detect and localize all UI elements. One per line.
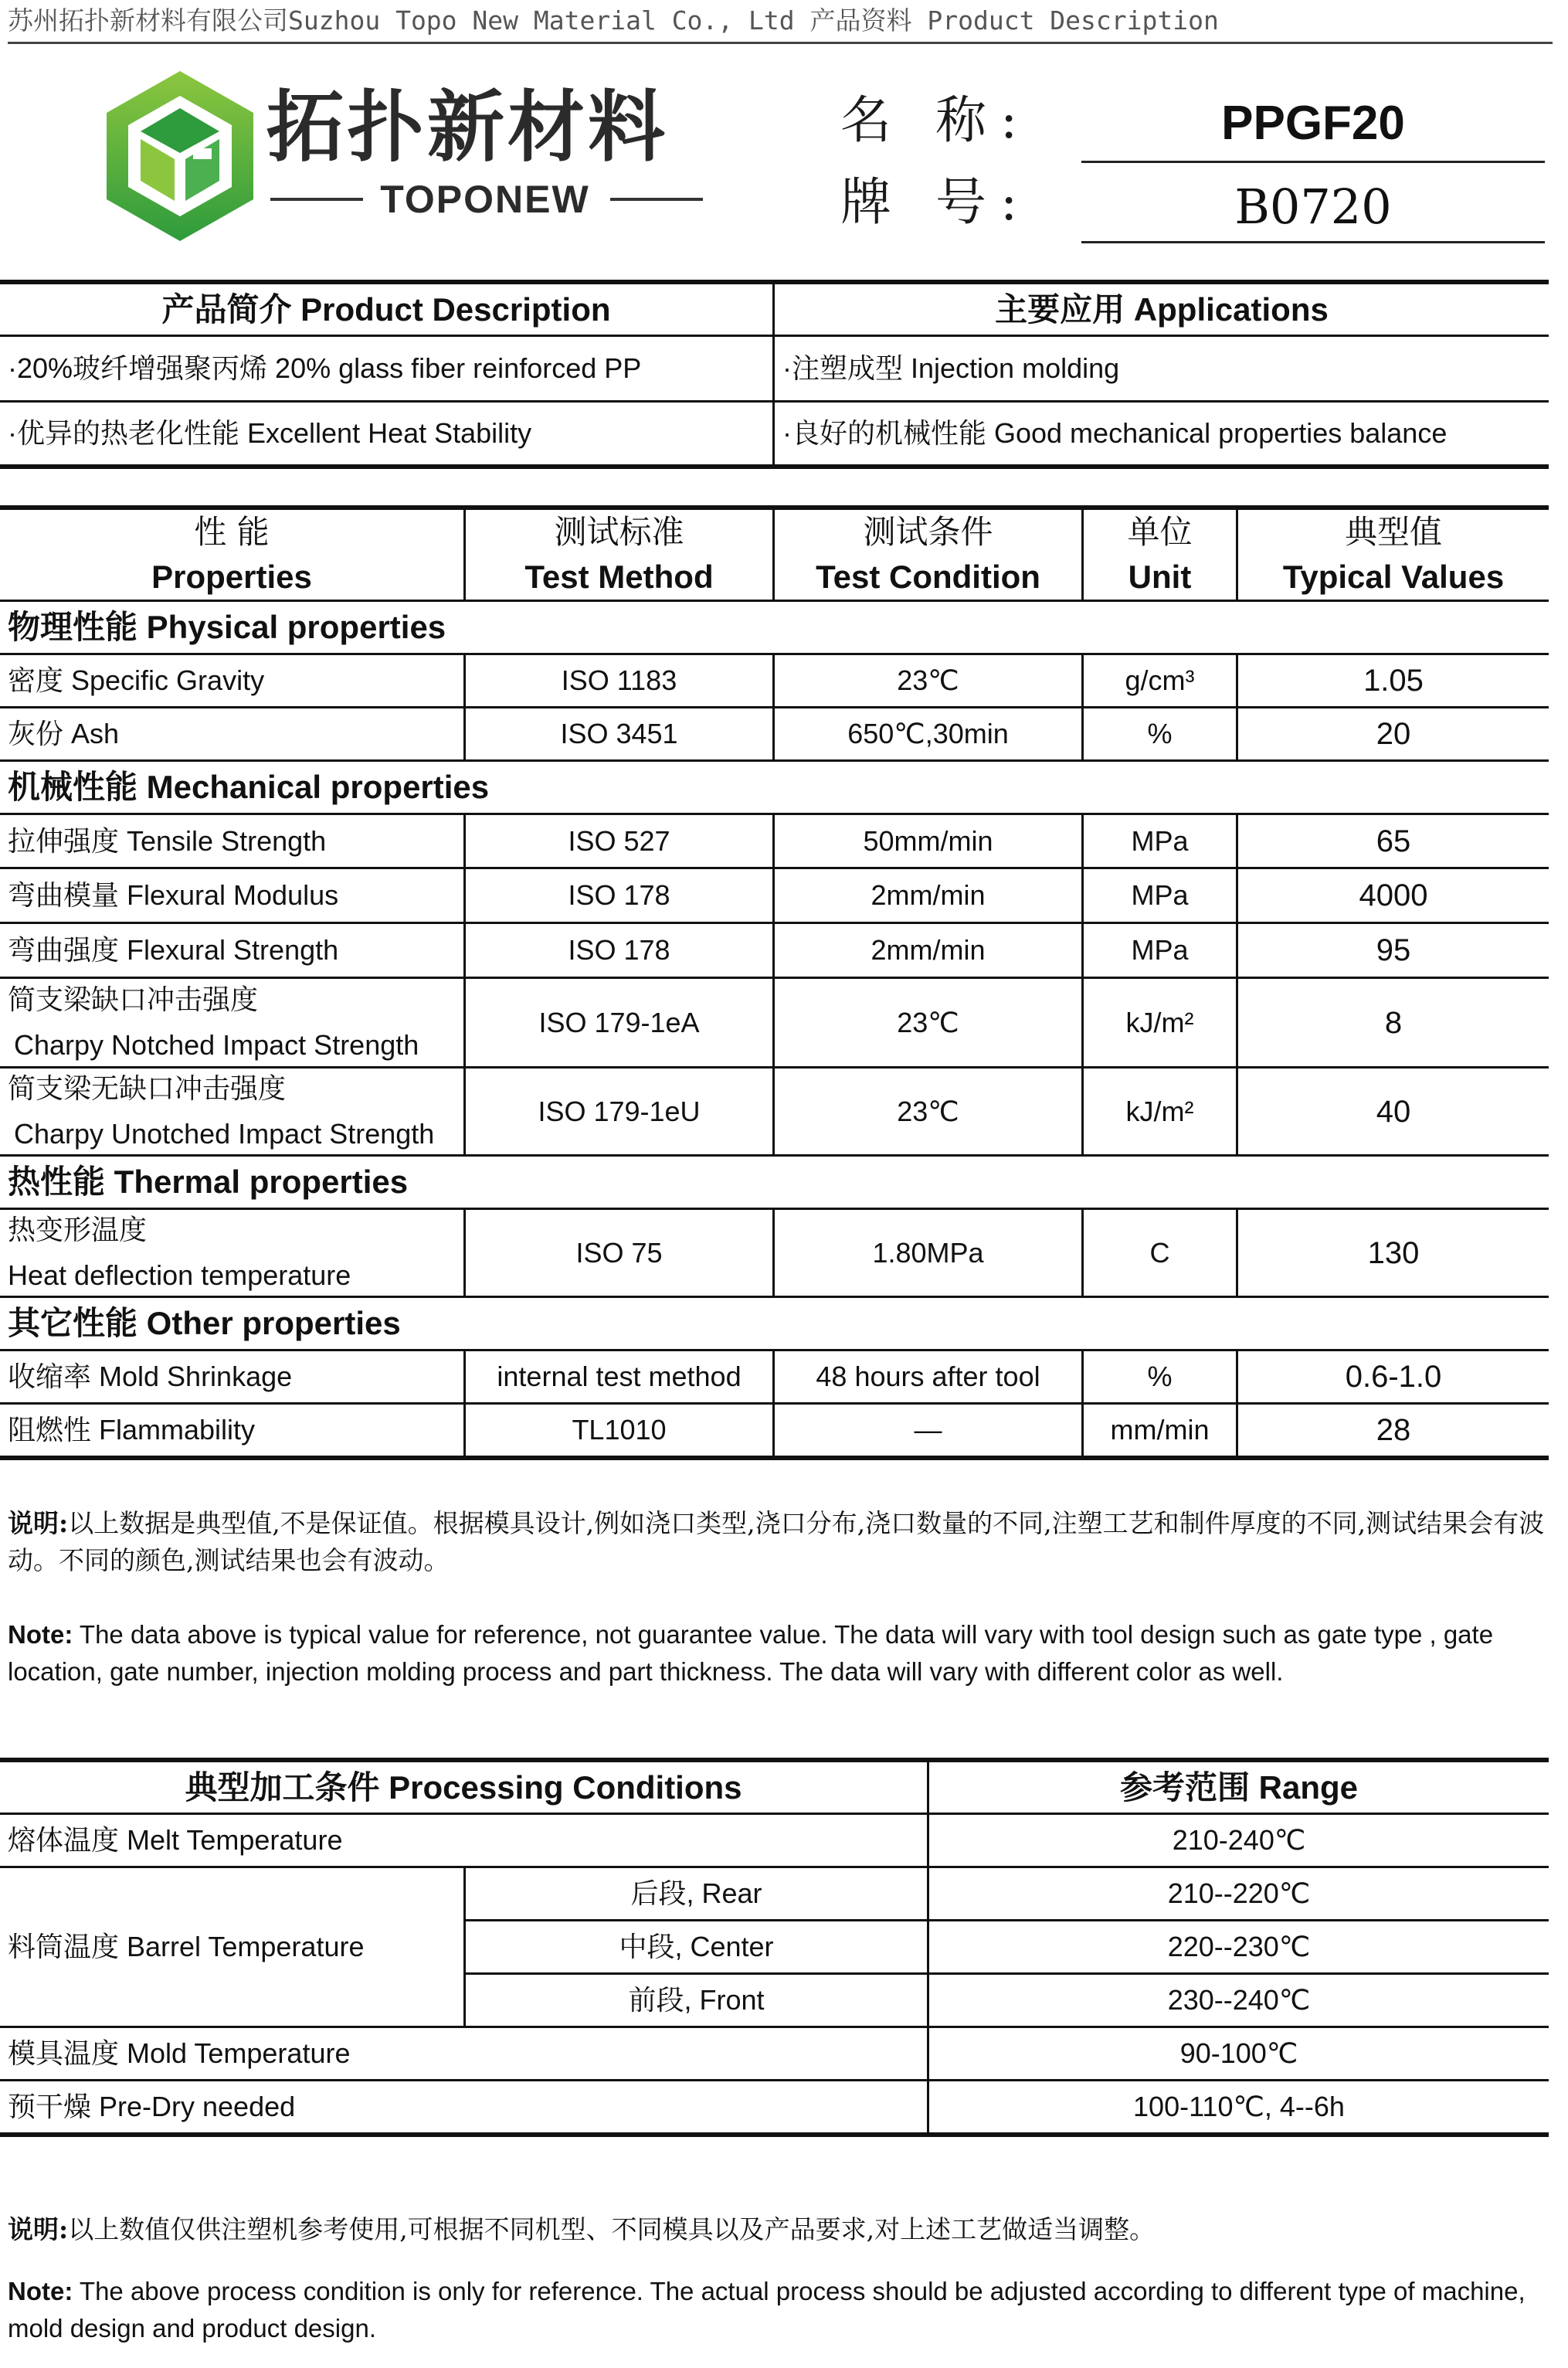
application-item: ·良好的机械性能 Good mechanical properties balance bbox=[782, 417, 1448, 449]
melt-temp-value: 210-240℃ bbox=[1172, 1824, 1306, 1856]
property-name: 弯曲模量 Flexural Modulus bbox=[8, 879, 339, 911]
test-method: internal test method bbox=[497, 1361, 742, 1392]
unit: mm/min bbox=[1110, 1414, 1210, 1446]
range-header: 参考范围 Range bbox=[1119, 1768, 1359, 1806]
test-condition: 2mm/min bbox=[871, 934, 986, 966]
test-condition: 2mm/min bbox=[871, 879, 986, 911]
application-item: ·注塑成型 Injection molding bbox=[782, 352, 1120, 384]
section-thermal: 热性能 Thermal properties bbox=[8, 1164, 409, 1200]
property-name: 简支梁缺口冲击强度 Charpy Notched Impact Strength bbox=[8, 984, 419, 1061]
barrel-zone-center: 中段, Center bbox=[619, 1931, 774, 1962]
product-grade-value: B0720 bbox=[1234, 178, 1392, 235]
typical-value: 0.6-1.0 bbox=[1345, 1360, 1442, 1394]
barrel-zone-rear-value: 210--220℃ bbox=[1167, 1877, 1311, 1909]
unit: MPa bbox=[1131, 934, 1189, 966]
test-condition: 23℃ bbox=[897, 664, 959, 696]
typical-value: 8 bbox=[1384, 1005, 1403, 1040]
note2-en: Note: The above process condition is only for reference. The actual process should be adjusted according to different type of machine, mold design and product design. bbox=[8, 2277, 1526, 2343]
property-name: 简支梁无缺口冲击强度 Charpy Unotched Impact Strength bbox=[8, 1072, 435, 1150]
barrel-zone-front: 前段, Front bbox=[628, 1984, 765, 2016]
unit: % bbox=[1147, 1361, 1173, 1392]
test-condition: 650℃,30min bbox=[847, 718, 1009, 749]
property-name: 阻燃性 Flammability bbox=[8, 1414, 256, 1446]
brand-name-en: TOPONEW bbox=[380, 178, 590, 221]
unit: % bbox=[1147, 718, 1173, 749]
typical-value: 28 bbox=[1376, 1413, 1411, 1447]
barrel-zone-rear: 后段, Rear bbox=[630, 1877, 762, 1909]
test-method: TL1010 bbox=[572, 1414, 667, 1446]
applications-header: 主要应用 Applications bbox=[995, 290, 1329, 328]
test-condition: 48 hours after tool bbox=[816, 1361, 1040, 1392]
property-name: 灰份 Ash bbox=[8, 718, 120, 749]
typical-value: 4000 bbox=[1359, 878, 1428, 912]
property-name: 热变形温度 Heat deflection temperature bbox=[8, 1214, 351, 1291]
test-condition: — bbox=[914, 1414, 942, 1446]
typical-value: 40 bbox=[1376, 1094, 1411, 1129]
brand-rule-left bbox=[270, 198, 363, 201]
test-condition: 1.80MPa bbox=[872, 1236, 984, 1269]
grade-underline bbox=[1081, 241, 1545, 243]
test-method: ISO 527 bbox=[568, 824, 670, 857]
melt-temp-label: 熔体温度 Melt Temperature bbox=[8, 1824, 343, 1856]
brand-name-cn: 拓扑新材料 bbox=[266, 82, 668, 172]
document-header bbox=[8, 0, 1553, 44]
mold-temp-value: 90-100℃ bbox=[1179, 2037, 1298, 2069]
typical-value: 1.05 bbox=[1363, 664, 1424, 698]
unit: kJ/m² bbox=[1125, 1095, 1194, 1127]
note2-cn: 说明:以上数值仅供注塑机参考使用,可根据不同机型、不同模具以及产品要求,对上述工艺做适当调整。 bbox=[8, 2214, 1156, 2244]
name-label: 名 称: bbox=[840, 90, 1032, 150]
unit: MPa bbox=[1131, 824, 1189, 857]
test-method: ISO 75 bbox=[575, 1236, 663, 1269]
brand-rule-right bbox=[610, 198, 703, 201]
test-method: ISO 1183 bbox=[561, 664, 677, 696]
grade-label: 牌 号: bbox=[840, 172, 1032, 232]
desc-item: ·20%玻纤增强聚丙烯 20% glass fiber reinforced PP bbox=[8, 352, 642, 384]
col-header-test-method: 测试标准 Test Method bbox=[524, 513, 714, 595]
property-name: 弯曲强度 Flexural Strength bbox=[8, 934, 339, 966]
section-other: 其它性能 Other properties bbox=[8, 1305, 401, 1341]
test-condition: 50mm/min bbox=[863, 824, 993, 857]
unit: kJ/m² bbox=[1125, 1006, 1194, 1038]
processing-header: 典型加工条件 Processing Conditions bbox=[185, 1768, 742, 1806]
property-name: 密度 Specific Gravity bbox=[8, 664, 265, 696]
product-name-value: PPGF20 bbox=[1221, 97, 1405, 150]
section-mechanical: 机械性能 Mechanical properties bbox=[8, 769, 490, 805]
typical-value: 20 bbox=[1376, 717, 1411, 751]
property-name: 收缩率 Mold Shrinkage bbox=[8, 1361, 293, 1392]
barrel-temp-label: 料筒温度 Barrel Temperature bbox=[8, 1931, 365, 1962]
col-header-unit: 单位 Unit bbox=[1127, 513, 1193, 595]
barrel-zone-front-value: 230--240℃ bbox=[1167, 1984, 1311, 2016]
test-condition: 23℃ bbox=[897, 1095, 959, 1127]
typical-value: 95 bbox=[1376, 933, 1411, 967]
test-method: ISO 179-1eU bbox=[538, 1095, 701, 1127]
desc-item: ·优异的热老化性能 Excellent Heat Stability bbox=[8, 417, 532, 449]
test-condition: 23℃ bbox=[897, 1006, 959, 1038]
typical-value: 65 bbox=[1376, 824, 1411, 858]
unit: MPa bbox=[1131, 879, 1189, 911]
mold-temp-label: 模具温度 Mold Temperature bbox=[8, 2037, 351, 2069]
col-header-typical-values: 典型值 Typical Values bbox=[1282, 513, 1505, 595]
unit: g/cm³ bbox=[1125, 664, 1195, 696]
col-header-test-condition: 测试条件 Test Condition bbox=[816, 513, 1040, 595]
predry-value: 100-110℃, 4--6h bbox=[1133, 2091, 1345, 2122]
test-method: ISO 178 bbox=[568, 934, 670, 966]
note-cn: 说明:以上数据是典型值,不是保证值。根据模具设计,例如浇口类型,浇口分布,浇口数量的不同,注塑工艺和制件厚度的不同,测试结果会有波动。不同的颜色,测试结果也会有波动。 bbox=[8, 1508, 1545, 1575]
section-physical: 物理性能 Physical properties bbox=[8, 609, 446, 645]
hexagon-logo-icon bbox=[99, 68, 261, 246]
barrel-zone-center-value: 220--230℃ bbox=[1167, 1931, 1311, 1962]
test-method: ISO 179-1eA bbox=[538, 1006, 700, 1038]
test-method: ISO 178 bbox=[568, 879, 670, 911]
property-name: 拉伸强度 Tensile Strength bbox=[8, 824, 327, 857]
company-line: 苏州拓扑新材料有限公司Suzhou Topo New Material Co., Ltd 产品资料 Product Description bbox=[8, 5, 1219, 36]
predry-label: 预干燥 Pre-Dry needed bbox=[8, 2091, 296, 2122]
toponew-logo bbox=[99, 68, 261, 246]
name-underline bbox=[1081, 161, 1545, 163]
note-en: Note: The data above is typical value for reference, not guarantee value. The data will vary with tool design such as gate type , gate location, gate number, injection molding process and part thickness. The data will vary with different color as well. bbox=[8, 1620, 1494, 1686]
typical-value: 130 bbox=[1367, 1235, 1420, 1270]
test-method: ISO 3451 bbox=[560, 718, 678, 749]
brand-tagline bbox=[270, 176, 703, 223]
col-header-properties: 性 能 Properties bbox=[151, 513, 312, 595]
unit: C bbox=[1149, 1236, 1170, 1269]
desc-header: 产品简介 Product Description bbox=[161, 290, 611, 328]
